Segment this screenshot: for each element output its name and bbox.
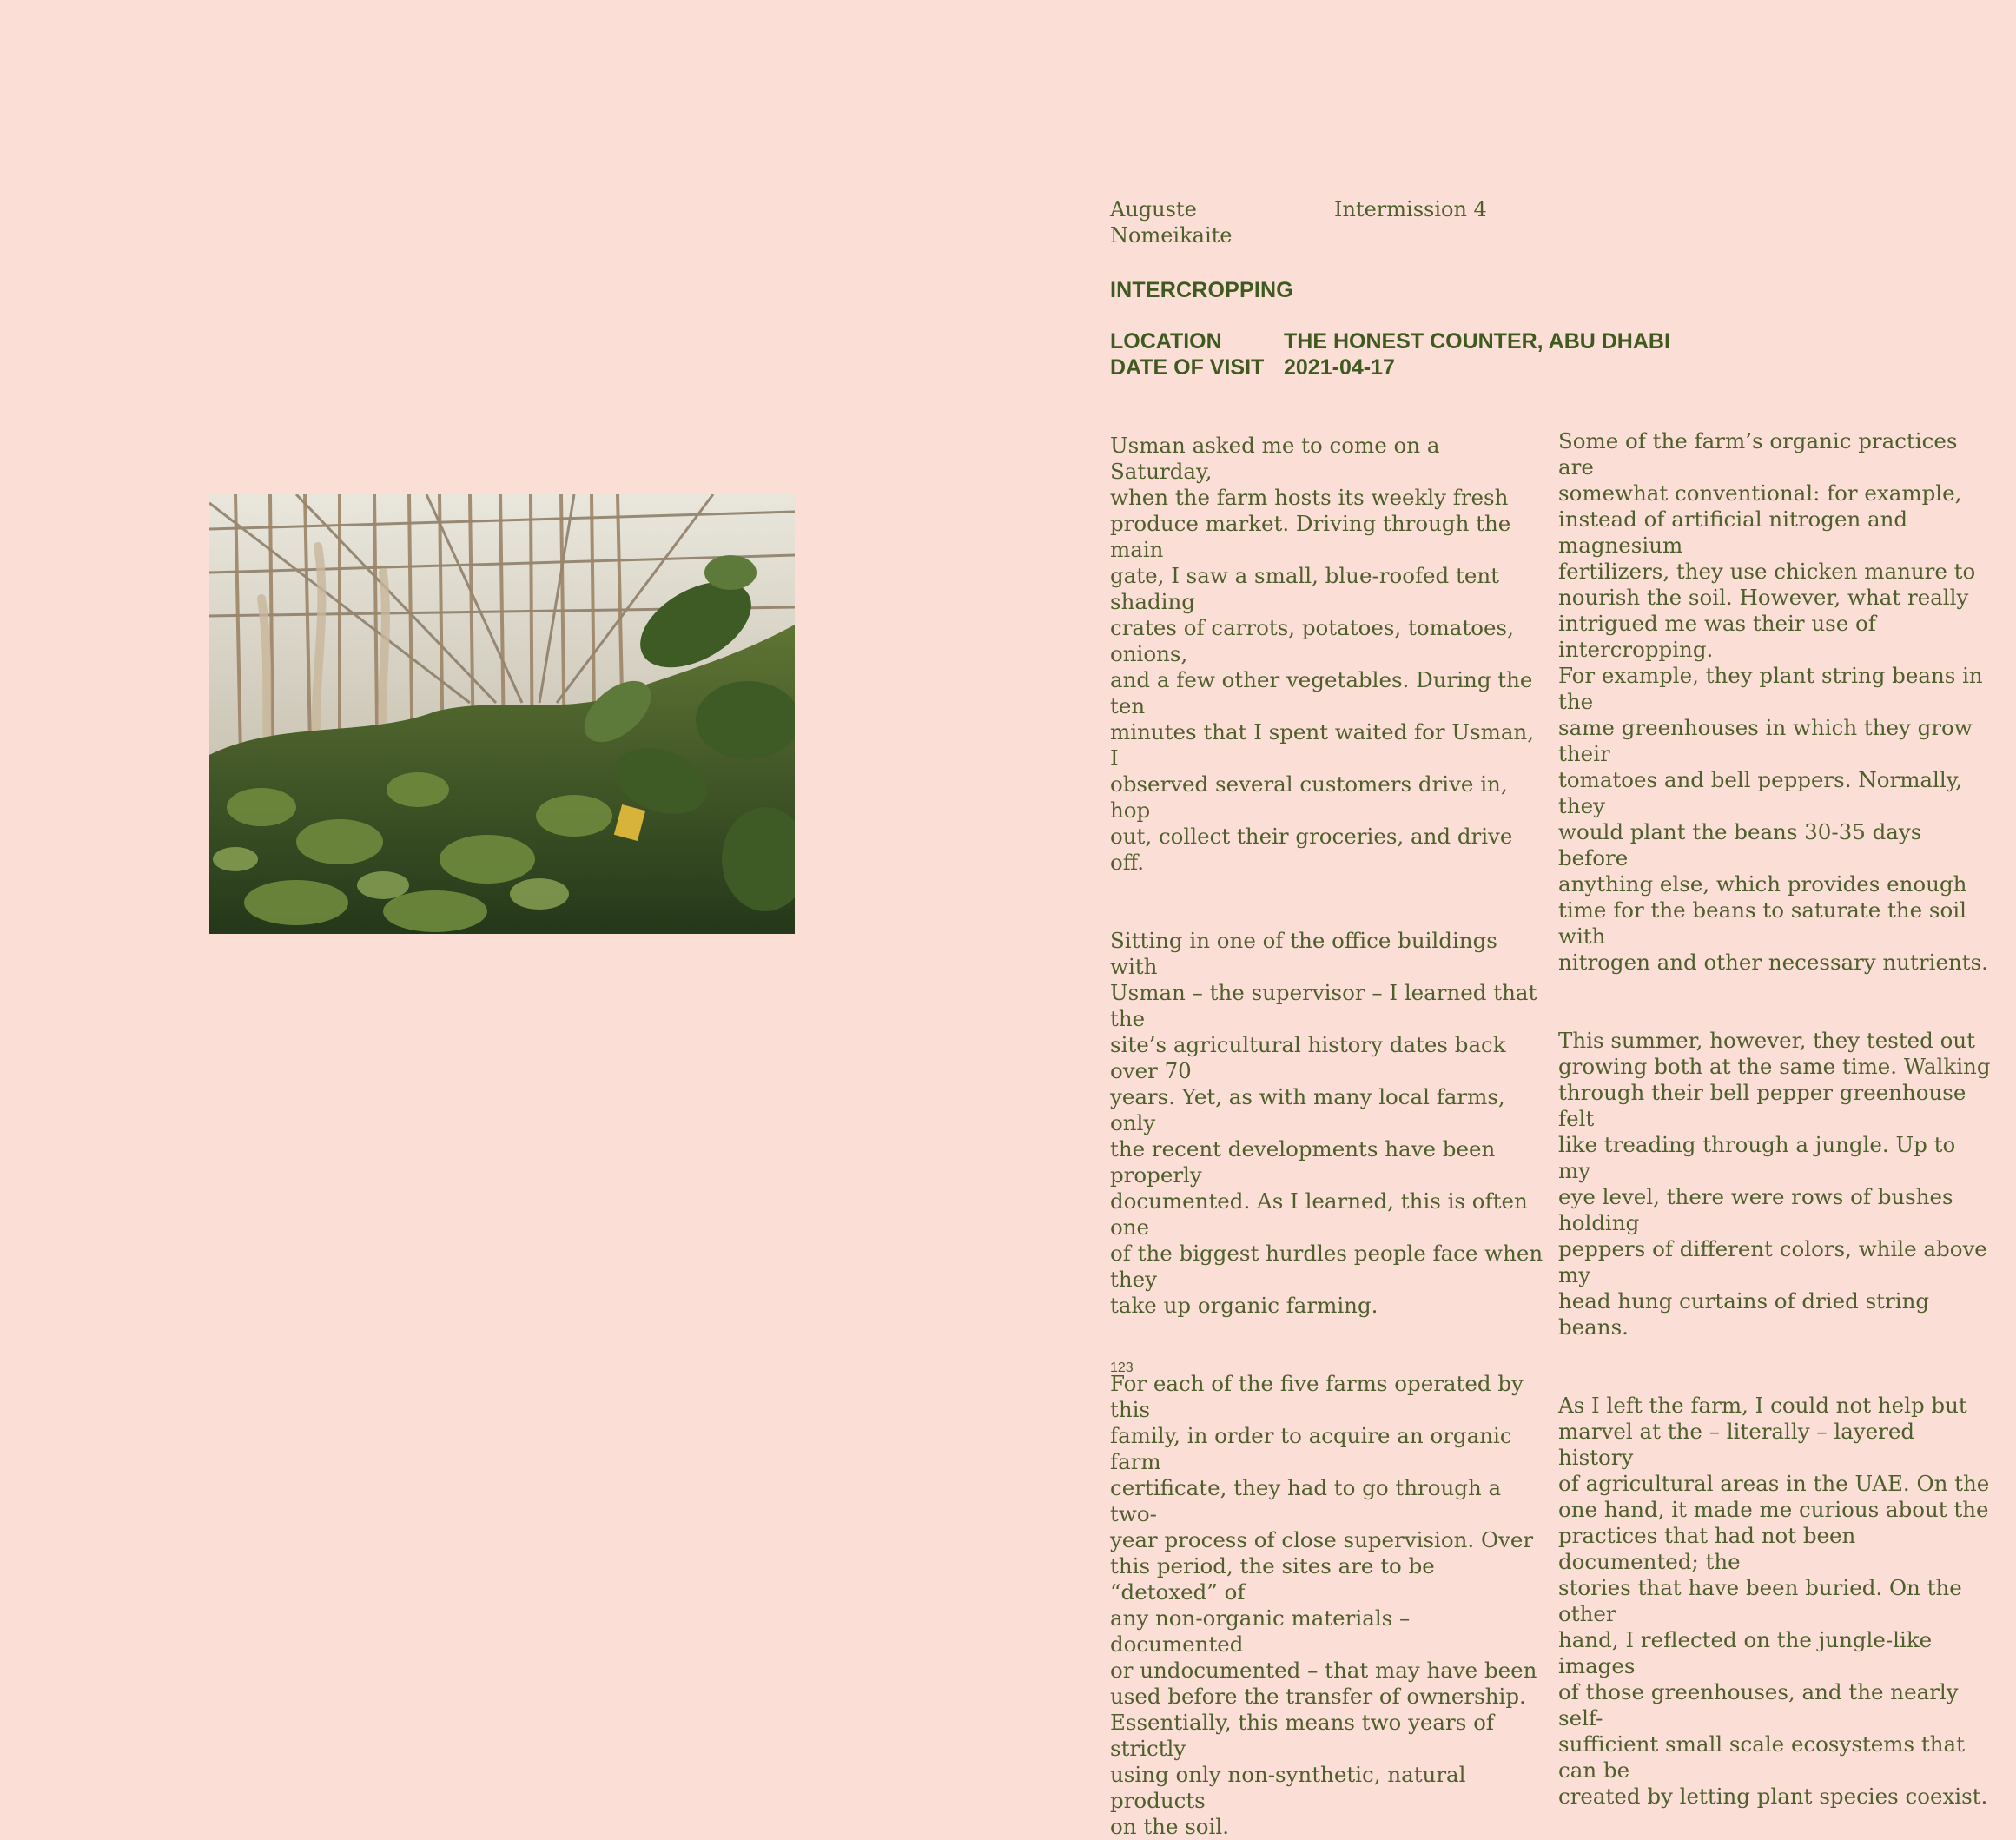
paragraph: This summer, however, they tested out growing both at the same time. Walking through their bell pepper greenhouse felt like treading through a jungle. Up to my eye level, there were rows of bushes holding peppers of different colors, while above my head hung curtains of dried string beans. <box>1558 1028 1991 1340</box>
visit-metadata <box>1110 328 1670 381</box>
location-value: THE HONEST COUNTER, ABU DHABI <box>1284 329 1670 354</box>
date-label: DATE OF VISIT <box>1110 355 1265 380</box>
series-label: Intermission 4 <box>1334 197 1487 222</box>
greenhouse-illustration <box>209 494 795 934</box>
date-value: 2021-04-17 <box>1284 355 1395 380</box>
article-title: INTERCROPPING <box>1110 278 1293 302</box>
author-name <box>1110 196 1301 248</box>
left-text-column <box>1110 433 1544 1840</box>
location-row <box>1110 328 1670 354</box>
date-row <box>1110 354 1670 381</box>
right-text-column <box>1558 428 1993 1810</box>
paragraph: For each of the five farms operated by this family, in order to acquire an organic farm certificate, they had to go through a two- year process of close supervision. Over this period, the sites are to be “detoxed” of any non-organic materials – documented or undocumented – that may have been used before the transfer of ownership. Essentially, this means two years of strictly using only non-synthetic, natural products on the soil. <box>1110 1371 1537 1839</box>
paragraph: Usman asked me to come on a Saturday, when the farm hosts its weekly fresh produce market. Driving through the main gate, I saw a small, blue-roofed tent shading crates of carrots, potatoes, tomatoes, onions, and a few other vegetables. During the ten minutes that I spent waited for Usman, I observed several customers drive in, hop out, collect their groceries, and drive off. <box>1110 433 1535 875</box>
author-first-name: Auguste <box>1110 197 1197 222</box>
paragraph: As I left the farm, I could not help but marvel at the – literally – layered history of agricultural areas in the UAE. On the one hand, it made me curious about the practices that had not been documented; the stories that have been buried. On the other hand, I reflected on the jungle-like images of those greenhouses, and the nearly self- sufficient small scale ecosystems that can be created by letting plant species coexist. <box>1558 1393 1990 1809</box>
author-last-name: Nomeikaite <box>1110 223 1233 248</box>
paragraph: Some of the farm’s organic practices are somewhat conventional: for example, instead of artificial nitrogen and magnesium fertilizers, they use chicken manure to nourish the soil. However, what really intrigued me was their use of intercropping. For example, they plant string beans in the same greenhouses in which they grow their tomatoes and bell peppers. Normally, they would plant the beans 30-35 days before anything else, which provides enough time for the beans to saturate the soil with nitrogen and other necessary nutrients. <box>1558 428 1988 975</box>
location-label: LOCATION <box>1110 329 1222 354</box>
page-number: 123 <box>1110 1360 1134 1375</box>
greenhouse-photo <box>209 494 795 934</box>
paragraph: Sitting in one of the office buildings with Usman – the supervisor – I learned that the site’s agricultural history dates back over 70 years. Yet, as with many local farms, only the recent developments have been properly documented. As I learned, this is often one of the biggest hurdles people face when they take up organic farming. <box>1110 928 1543 1318</box>
